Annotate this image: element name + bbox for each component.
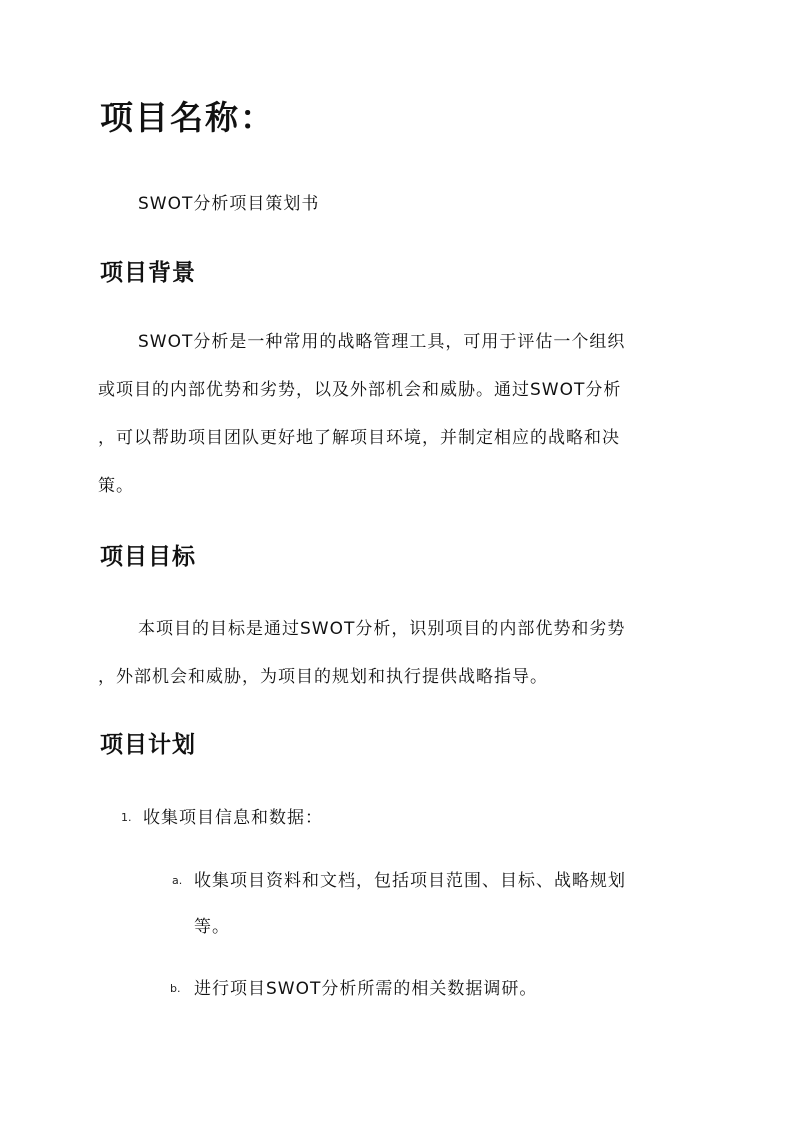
paragraph-line: ，可以帮助项目团队更好地了解项目环境，并制定相应的战略和决	[98, 428, 620, 448]
sublist-line: 收集项目资料和文档，包括项目范围、目标、战略规划	[194, 871, 626, 891]
sublist-marker: b.	[170, 982, 181, 995]
section-heading-background: 项目背景	[100, 260, 196, 286]
sublist-item-data-research	[194, 966, 537, 1012]
section-heading-goal: 项目目标	[100, 544, 196, 570]
document-title: 项目名称：	[100, 98, 275, 137]
section-paragraph-goal	[98, 605, 708, 701]
section-paragraph-background	[98, 318, 708, 510]
sublist-line: 进行项目SWOT分析所需的相关数据调研。	[194, 979, 538, 999]
paragraph-line: 策。	[98, 476, 134, 496]
list-item-collect-info: 收集项目信息和数据：	[143, 808, 323, 828]
paragraph-line: 本项目的目标是通过SWOT分析，识别项目的内部优势和劣势	[138, 619, 626, 639]
sublist-line: 等。	[194, 917, 230, 937]
paragraph-line: 或项目的内部优势和劣势，以及外部机会和威胁。通过SWOT分析	[98, 380, 622, 400]
paragraph-line: ，外部机会和威胁，为项目的规划和执行提供战略指导。	[98, 667, 548, 687]
project-name-text: SWOT分析项目策划书	[138, 194, 320, 214]
sublist-item-collect-docs	[194, 858, 626, 950]
project-name	[98, 180, 708, 228]
list-marker: 1.	[121, 811, 132, 824]
paragraph-line: SWOT分析是一种常用的战略管理工具，可用于评估一个组织	[138, 332, 626, 352]
sublist-marker: a.	[172, 874, 183, 887]
section-heading-plan: 项目计划	[100, 732, 196, 758]
